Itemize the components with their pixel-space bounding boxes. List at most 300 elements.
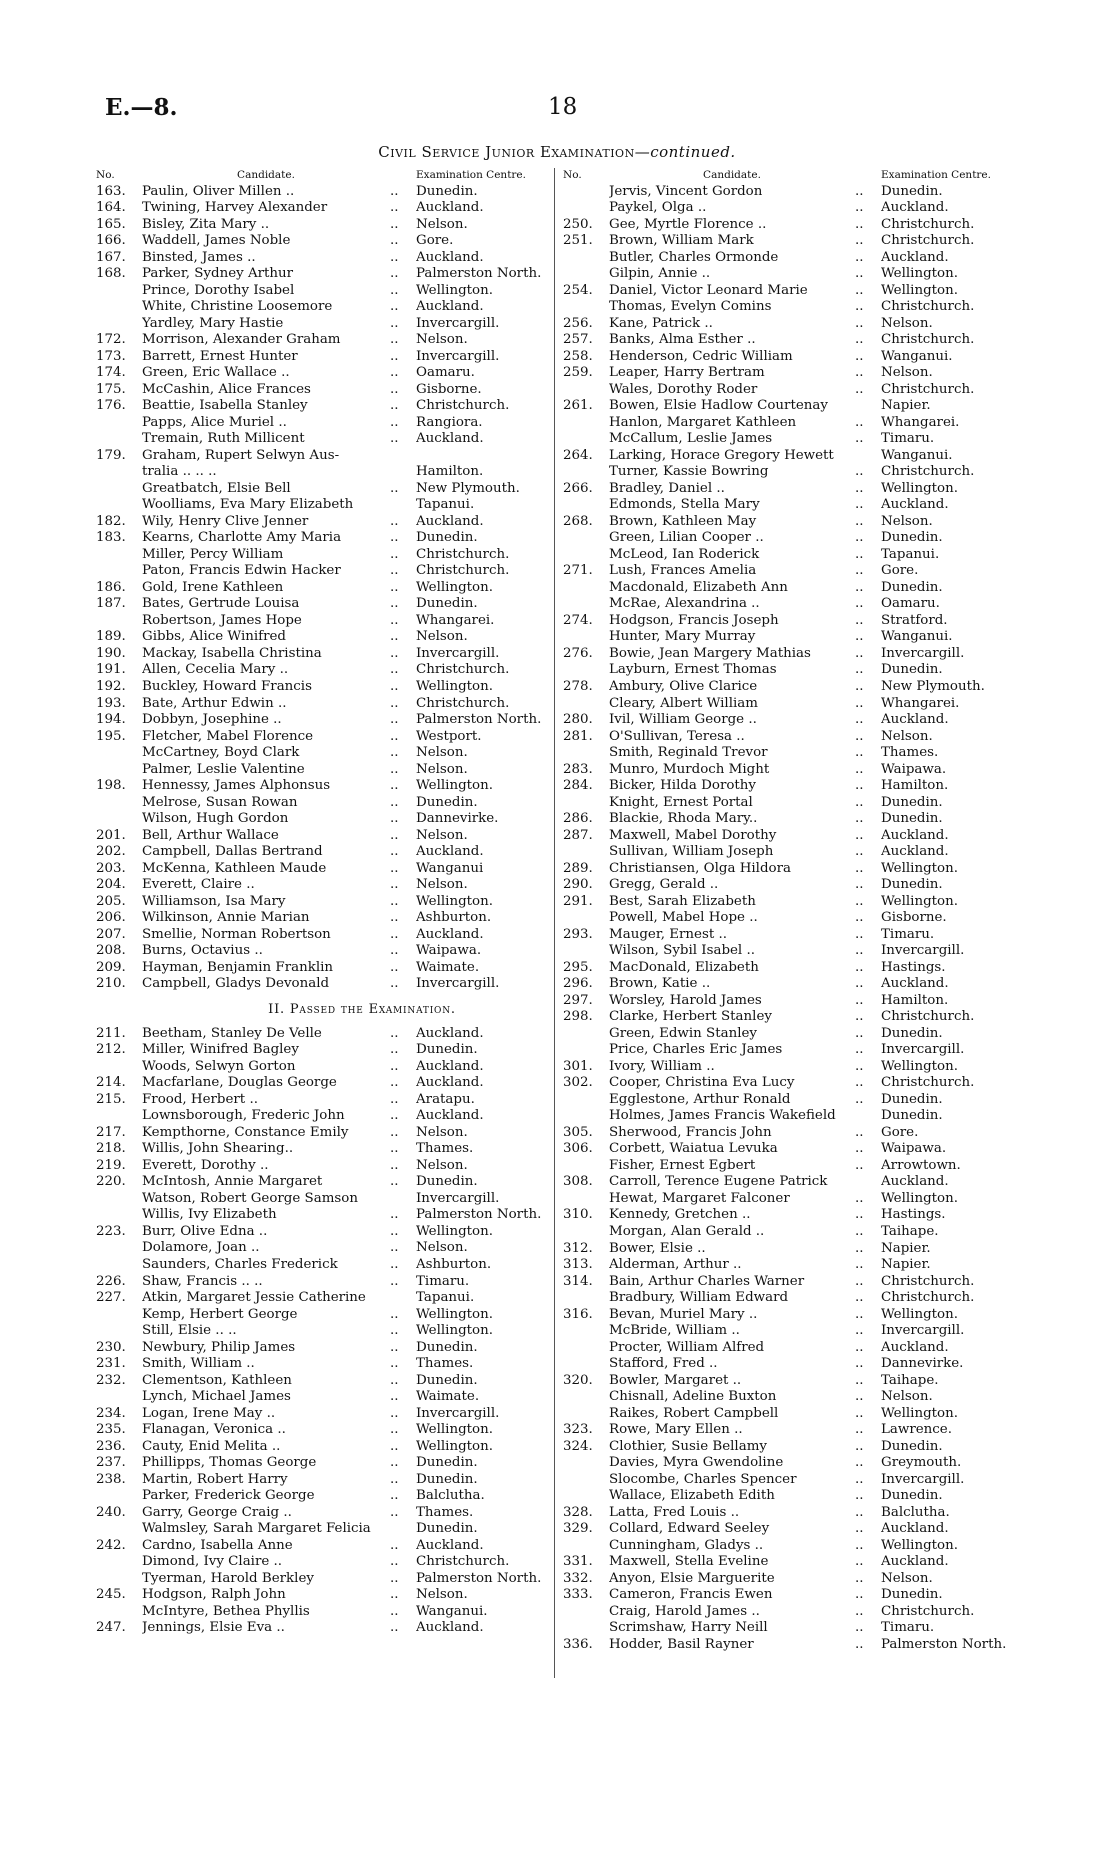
examination-centre: Oamaru. — [416, 365, 475, 381]
candidate-number: 301. — [563, 1058, 593, 1074]
candidate-number: 204. — [96, 877, 126, 893]
table-row — [563, 1174, 1013, 1191]
table-row — [96, 250, 548, 267]
candidate-name: Bradbury, William Edward — [609, 1290, 789, 1306]
candidate-name: Campbell, Dallas Bertrand — [142, 844, 323, 860]
examination-centre: Palmerston North. — [416, 1207, 542, 1223]
candidate-number — [563, 1620, 609, 1637]
candidate-number — [563, 1389, 609, 1406]
examination-centre: Dunedin. — [881, 530, 943, 546]
leader-dots: .. — [390, 844, 399, 860]
leader-dots: .. — [390, 1273, 399, 1289]
examination-centre: Nelson. — [416, 332, 468, 348]
table-row — [96, 1389, 548, 1406]
candidate-number — [563, 200, 609, 217]
candidate-name: Cardno, Isabella Anne — [142, 1537, 293, 1553]
candidate-number: 206. — [96, 910, 126, 926]
examination-centre: Thames. — [416, 1141, 474, 1157]
table-row — [96, 1323, 548, 1340]
table-row — [96, 200, 548, 217]
examination-centre: New Plymouth. — [416, 480, 520, 496]
candidate-name: Bell, Arthur Wallace — [142, 827, 279, 843]
leader-dots: .. — [390, 414, 399, 430]
leader-dots — [390, 1521, 416, 1538]
leader-dots: .. — [390, 712, 399, 728]
examination-centre: Auckland. — [416, 1075, 484, 1091]
page-section-label: E.—8. — [105, 94, 178, 121]
table-row — [563, 1026, 1013, 1043]
examination-centre: Christchurch. — [416, 398, 510, 414]
candidate-number — [563, 1356, 609, 1373]
candidate-number: 238. — [96, 1471, 126, 1487]
candidate-number — [563, 530, 609, 547]
table-row — [563, 712, 1013, 729]
table-row — [96, 762, 548, 779]
examination-centre: Nelson. — [416, 629, 468, 645]
examination-centre: New Plymouth. — [881, 678, 985, 694]
candidate-number — [563, 1604, 609, 1621]
candidate-name: Binsted, James .. — [142, 249, 256, 265]
examination-centre: Palmerston North. — [881, 1636, 1007, 1652]
leader-dots: .. — [855, 183, 864, 199]
candidate-name: Graham, Rupert Selwyn Aus- — [142, 447, 340, 463]
candidate-number: 227. — [96, 1290, 126, 1306]
candidate-number — [563, 580, 609, 597]
candidate-name: Everett, Claire .. — [142, 877, 255, 893]
candidate-number: 236. — [96, 1438, 126, 1454]
candidate-number — [563, 1158, 609, 1175]
candidate-name: Macfarlane, Douglas George — [142, 1075, 337, 1091]
leader-dots: .. — [855, 1389, 864, 1405]
leader-dots: .. — [855, 827, 864, 843]
candidate-number — [563, 1092, 609, 1109]
table-row — [96, 382, 548, 399]
examination-centre: Invercargill. — [416, 1405, 500, 1421]
examination-centre: Tapanui. — [881, 546, 940, 562]
table-row — [96, 696, 548, 713]
candidate-number — [96, 563, 142, 580]
leader-dots: .. — [390, 1356, 399, 1372]
header-candidate: Candidate. — [237, 169, 295, 181]
candidate-name: Hennessy, James Alphonsus — [142, 778, 331, 794]
candidate-name: Gregg, Gerald .. — [609, 877, 719, 893]
examination-centre: Wellington. — [416, 678, 493, 694]
table-row — [563, 365, 1013, 382]
leader-dots: .. — [855, 563, 864, 579]
examination-centre: Wellington. — [881, 1405, 958, 1421]
table-row — [96, 1257, 548, 1274]
candidate-name: Bevan, Muriel Mary .. — [609, 1306, 758, 1322]
candidate-number — [96, 547, 142, 564]
candidate-name: Prince, Dorothy Isabel — [142, 282, 295, 298]
candidate-number: 182. — [96, 513, 126, 529]
candidate-name: Corbett, Waiatua Levuka — [609, 1141, 778, 1157]
leader-dots: .. — [390, 1554, 399, 1570]
examination-centre: Taihape. — [881, 1372, 939, 1388]
examination-centre: Wanganui. — [416, 1603, 488, 1619]
candidate-name: Walmsley, Sarah Margaret Felicia — [142, 1521, 371, 1537]
candidate-number — [563, 1224, 609, 1241]
candidate-name: Scrimshaw, Harry Neill — [609, 1620, 768, 1636]
candidate-number — [563, 497, 609, 514]
leader-dots: .. — [855, 678, 864, 694]
candidate-name: Leaper, Harry Bertram — [609, 365, 765, 381]
leader-dots: .. — [390, 1405, 399, 1421]
table-row — [563, 1389, 1013, 1406]
leader-dots: .. — [390, 1257, 399, 1272]
candidate-name: Craig, Harold James .. — [609, 1603, 760, 1619]
examination-centre: Invercargill. — [416, 976, 500, 992]
leader-dots: .. — [390, 794, 399, 810]
table-row — [96, 745, 548, 762]
table-row — [563, 1406, 1013, 1423]
examination-centre: Christchurch. — [881, 216, 975, 232]
table-row — [563, 1257, 1013, 1274]
leader-dots: .. — [855, 497, 864, 513]
leader-dots: .. — [855, 1405, 864, 1421]
leader-dots: .. — [855, 728, 864, 744]
candidate-name: Worsley, Harold James — [609, 992, 762, 1008]
table-row — [563, 613, 1013, 630]
candidate-number — [563, 596, 609, 613]
examination-centre: Dannevirke. — [881, 1356, 964, 1372]
candidate-number: 179. — [96, 447, 126, 463]
candidate-name: Sullivan, William Joseph — [609, 844, 774, 860]
candidate-number: 271. — [563, 563, 593, 579]
leader-dots: .. — [390, 678, 399, 694]
examination-centre: Auckland. — [416, 1108, 484, 1124]
table-row — [563, 1472, 1013, 1489]
candidate-number: 291. — [563, 893, 593, 909]
header-candidate: Candidate. — [703, 169, 761, 181]
examination-centre: Wanganui. — [881, 447, 953, 463]
examination-centre: Nelson. — [881, 728, 933, 744]
leader-dots: .. — [390, 1174, 399, 1190]
candidate-name: Anyon, Elsie Marguerite — [609, 1570, 775, 1586]
leader-dots: .. — [390, 761, 399, 777]
table-row — [96, 1307, 548, 1324]
leader-dots: .. — [855, 844, 864, 860]
examination-centre: Nelson. — [416, 1587, 468, 1603]
examination-centre: Auckland. — [881, 1554, 949, 1570]
leader-dots: .. — [390, 1124, 399, 1140]
candidate-number: 219. — [96, 1157, 126, 1173]
leader-dots: .. — [855, 1587, 864, 1603]
candidate-name: McRae, Alexandrina .. — [609, 596, 760, 612]
table-row — [96, 464, 548, 481]
table-row — [96, 1538, 548, 1555]
leader-dots: .. — [390, 480, 399, 496]
examination-centre: Wellington. — [416, 893, 493, 909]
candidate-name: Watson, Robert George Samson — [142, 1190, 358, 1206]
candidate-name: Alderman, Arthur .. — [609, 1257, 742, 1273]
examination-centre: Dunedin. — [881, 1091, 943, 1107]
candidate-number: 258. — [563, 348, 593, 364]
candidate-name: Bicker, Hilda Dorothy — [609, 778, 756, 794]
leader-dots: .. — [390, 1091, 399, 1107]
candidate-number — [96, 464, 142, 481]
examination-centre: Thames. — [881, 745, 939, 761]
table-row — [563, 1158, 1013, 1175]
candidate-number: 302. — [563, 1075, 593, 1091]
examination-centre: Auckland. — [881, 844, 949, 860]
candidate-name: Knight, Ernest Portal — [609, 794, 753, 810]
examination-centre: Nelson. — [416, 761, 468, 777]
table-row — [96, 217, 548, 234]
leader-dots: .. — [390, 827, 399, 843]
candidate-name: McCashin, Alice Frances — [142, 381, 311, 397]
examination-centre: Ashburton. — [416, 1257, 492, 1272]
candidate-name: Larking, Horace Gregory Hewett — [609, 447, 834, 463]
candidate-name: Paulin, Oliver Millen .. — [142, 183, 295, 199]
leader-dots: .. — [855, 1620, 864, 1636]
examination-centre: Invercargill. — [881, 645, 965, 661]
page-number: 18 — [548, 94, 578, 120]
leader-dots: .. — [855, 1058, 864, 1074]
table-row — [563, 844, 1013, 861]
candidate-name: Slocombe, Charles Spencer — [609, 1471, 797, 1487]
candidate-number: 329. — [563, 1521, 593, 1537]
leader-dots: .. — [390, 1223, 399, 1239]
candidate-number — [563, 696, 609, 713]
examination-centre: Hamilton. — [881, 992, 949, 1008]
table-row — [563, 1505, 1013, 1522]
candidate-number: 210. — [96, 976, 126, 992]
table-row — [563, 662, 1013, 679]
table-row — [563, 382, 1013, 399]
candidate-name: MacDonald, Elizabeth — [609, 959, 759, 975]
table-row — [96, 1455, 548, 1472]
candidate-name: Bates, Gertrude Louisa — [142, 596, 300, 612]
leader-dots: .. — [855, 282, 864, 298]
examination-centre: Gore. — [416, 233, 454, 249]
examination-centre: Greymouth. — [881, 1455, 962, 1471]
table-row — [96, 662, 548, 679]
candidate-number — [96, 1604, 142, 1621]
table-row — [96, 1207, 548, 1224]
candidate-number: 173. — [96, 348, 126, 364]
table-row — [563, 861, 1013, 878]
table-row — [563, 811, 1013, 828]
leader-dots: .. — [390, 513, 399, 529]
table-row — [96, 530, 548, 547]
examination-centre: Wellington. — [416, 282, 493, 298]
leader-dots: .. — [855, 1157, 864, 1173]
candidate-name: Procter, William Alfred — [609, 1339, 765, 1355]
examination-centre: Dunedin. — [881, 1025, 943, 1041]
examination-centre: Dunedin. — [416, 1455, 478, 1471]
examination-centre: Christchurch. — [416, 1554, 510, 1570]
examination-centre: Auckland. — [881, 1521, 949, 1537]
candidate-number — [563, 662, 609, 679]
candidate-number: 207. — [96, 926, 126, 942]
examination-centre: Auckland. — [416, 1058, 484, 1074]
leader-dots: .. — [390, 1471, 399, 1487]
candidate-name: Edmonds, Stella Mary — [609, 497, 760, 513]
examination-centre: Ashburton. — [416, 910, 492, 926]
table-row — [563, 629, 1013, 646]
examination-centre: Nelson. — [416, 1124, 468, 1140]
candidate-name: Macdonald, Elizabeth Ann — [609, 579, 788, 595]
leader-dots: .. — [855, 794, 864, 810]
table-row — [563, 1488, 1013, 1505]
examination-centre: Oamaru. — [881, 596, 940, 612]
header-centre: Examination Centre. — [416, 169, 526, 181]
leader-dots: .. — [855, 877, 864, 893]
leader-dots: .. — [390, 910, 399, 926]
leader-dots: .. — [390, 1488, 399, 1504]
table-row — [563, 927, 1013, 944]
candidate-number: 195. — [96, 728, 126, 744]
leader-dots: .. — [855, 1306, 864, 1322]
candidate-number: 266. — [563, 480, 593, 496]
examination-centre: Dunedin. — [416, 794, 478, 810]
candidate-name: McIntosh, Annie Margaret — [142, 1174, 323, 1190]
table-row — [563, 993, 1013, 1010]
candidate-name: Ivory, William .. — [609, 1058, 715, 1074]
table-row — [96, 1059, 548, 1076]
leader-dots: .. — [855, 1537, 864, 1553]
leader-dots: .. — [390, 662, 399, 678]
candidate-name: Gibbs, Alice Winifred — [142, 629, 286, 645]
leader-dots: .. — [390, 282, 399, 298]
table-row — [96, 316, 548, 333]
candidate-name: Buckley, Howard Francis — [142, 678, 312, 694]
table-row — [563, 1571, 1013, 1588]
examination-centre: Invercargill. — [881, 1042, 965, 1058]
candidate-number — [563, 1108, 609, 1125]
examination-centre: Invercargill. — [881, 943, 965, 959]
leader-dots: .. — [390, 1058, 399, 1074]
table-row — [563, 1356, 1013, 1373]
table-row — [563, 1373, 1013, 1390]
candidate-number: 256. — [563, 315, 593, 331]
leader-dots: .. — [855, 1124, 864, 1140]
leader-dots: .. — [390, 811, 399, 827]
table-row — [563, 1059, 1013, 1076]
candidate-number — [96, 1389, 142, 1406]
candidate-number — [563, 464, 609, 481]
table-row — [563, 184, 1013, 201]
leader-dots: .. — [855, 200, 864, 216]
examination-centre: Dunedin. — [881, 794, 943, 810]
candidate-name: Palmer, Leslie Valentine — [142, 761, 305, 777]
candidate-name: Dolamore, Joan .. — [142, 1240, 260, 1256]
leader-dots: .. — [855, 1372, 864, 1388]
table-row — [563, 1125, 1013, 1142]
candidate-name: Henderson, Cedric William — [609, 348, 793, 364]
leader-dots: .. — [390, 877, 399, 893]
candidate-name: Newbury, Philip James — [142, 1339, 296, 1355]
candidate-name: Martin, Robert Harry — [142, 1471, 288, 1487]
examination-centre: Auckland. — [881, 200, 949, 216]
examination-centre: Auckland. — [416, 513, 484, 529]
table-row — [563, 1307, 1013, 1324]
table-row — [563, 1620, 1013, 1637]
candidate-name: Wales, Dorothy Roder — [609, 381, 758, 397]
candidate-name: Allen, Cecelia Mary .. — [142, 662, 289, 678]
table-row — [96, 1125, 548, 1142]
examination-centre: Nelson. — [881, 1570, 933, 1586]
examination-centre: Auckland. — [881, 1174, 949, 1190]
candidate-name: Cauty, Enid Melita .. — [142, 1438, 281, 1454]
leader-dots — [855, 1108, 881, 1125]
candidate-name: Kearns, Charlotte Amy Maria — [142, 530, 342, 546]
candidate-name: Wilkinson, Annie Marian — [142, 910, 310, 926]
leader-dots: .. — [855, 1455, 864, 1471]
candidate-name: Jennings, Elsie Eva .. — [142, 1620, 285, 1636]
candidate-number: 202. — [96, 844, 126, 860]
leader-dots: .. — [390, 1207, 399, 1223]
examination-centre: Invercargill. — [416, 1190, 500, 1206]
examination-centre: Dunedin. — [881, 662, 943, 678]
leader-dots: .. — [855, 233, 864, 249]
candidate-name: Hayman, Benjamin Franklin — [142, 959, 334, 975]
candidate-number: 172. — [96, 332, 126, 348]
leader-dots: .. — [855, 464, 864, 480]
candidate-name: Clarke, Herbert Stanley — [609, 1009, 772, 1025]
table-row — [563, 1241, 1013, 1258]
examination-centre: Auckland. — [416, 844, 484, 860]
examination-centre: Christchurch. — [881, 233, 975, 249]
candidate-name: Latta, Fred Louis .. — [609, 1504, 740, 1520]
leader-dots: .. — [390, 563, 399, 579]
examination-centre: Auckland. — [416, 1620, 484, 1636]
examination-centre: Auckland. — [881, 497, 949, 513]
table-row — [563, 217, 1013, 234]
leader-dots: .. — [855, 530, 864, 546]
leader-dots: .. — [855, 332, 864, 348]
examination-centre: Dunedin. — [416, 1521, 478, 1537]
candidate-number — [563, 431, 609, 448]
examination-centre: Gisborne. — [416, 381, 482, 397]
candidate-number — [96, 1488, 142, 1505]
table-row — [96, 1290, 548, 1307]
table-row — [563, 976, 1013, 993]
candidate-name: Hodder, Basil Rayner — [609, 1636, 754, 1652]
candidate-name: Cleary, Albert William — [609, 695, 758, 711]
candidate-name: Green, Eric Wallace .. — [142, 365, 290, 381]
table-row — [563, 778, 1013, 795]
leader-dots: .. — [855, 1009, 864, 1025]
candidate-name: Mackay, Isabella Christina — [142, 645, 322, 661]
table-row — [96, 976, 548, 993]
candidate-number — [563, 1455, 609, 1472]
candidate-name: Burr, Olive Edna .. — [142, 1223, 268, 1239]
examination-centre: Nelson. — [881, 513, 933, 529]
candidate-number: 261. — [563, 398, 593, 414]
candidate-number: 164. — [96, 200, 126, 216]
leader-dots: .. — [390, 431, 399, 447]
table-row — [96, 629, 548, 646]
candidate-number: 297. — [563, 992, 593, 1008]
leader-dots: .. — [855, 1273, 864, 1289]
candidate-name: Bisley, Zita Mary .. — [142, 216, 270, 232]
candidate-name: Gilpin, Annie .. — [609, 266, 711, 282]
examination-centre: Aratapu. — [416, 1091, 475, 1107]
leader-dots: .. — [855, 1521, 864, 1537]
candidate-number: 217. — [96, 1124, 126, 1140]
examination-centre: Auckland. — [416, 249, 484, 265]
table-row — [96, 481, 548, 498]
candidate-name: Ivil, William George .. — [609, 712, 757, 728]
leader-dots: .. — [390, 1455, 399, 1471]
candidate-name: White, Christine Loosemore — [142, 299, 333, 315]
candidate-number: 284. — [563, 778, 593, 794]
examination-centre: Auckland. — [416, 299, 484, 315]
candidate-number: 234. — [96, 1405, 126, 1421]
table-row — [563, 563, 1013, 580]
